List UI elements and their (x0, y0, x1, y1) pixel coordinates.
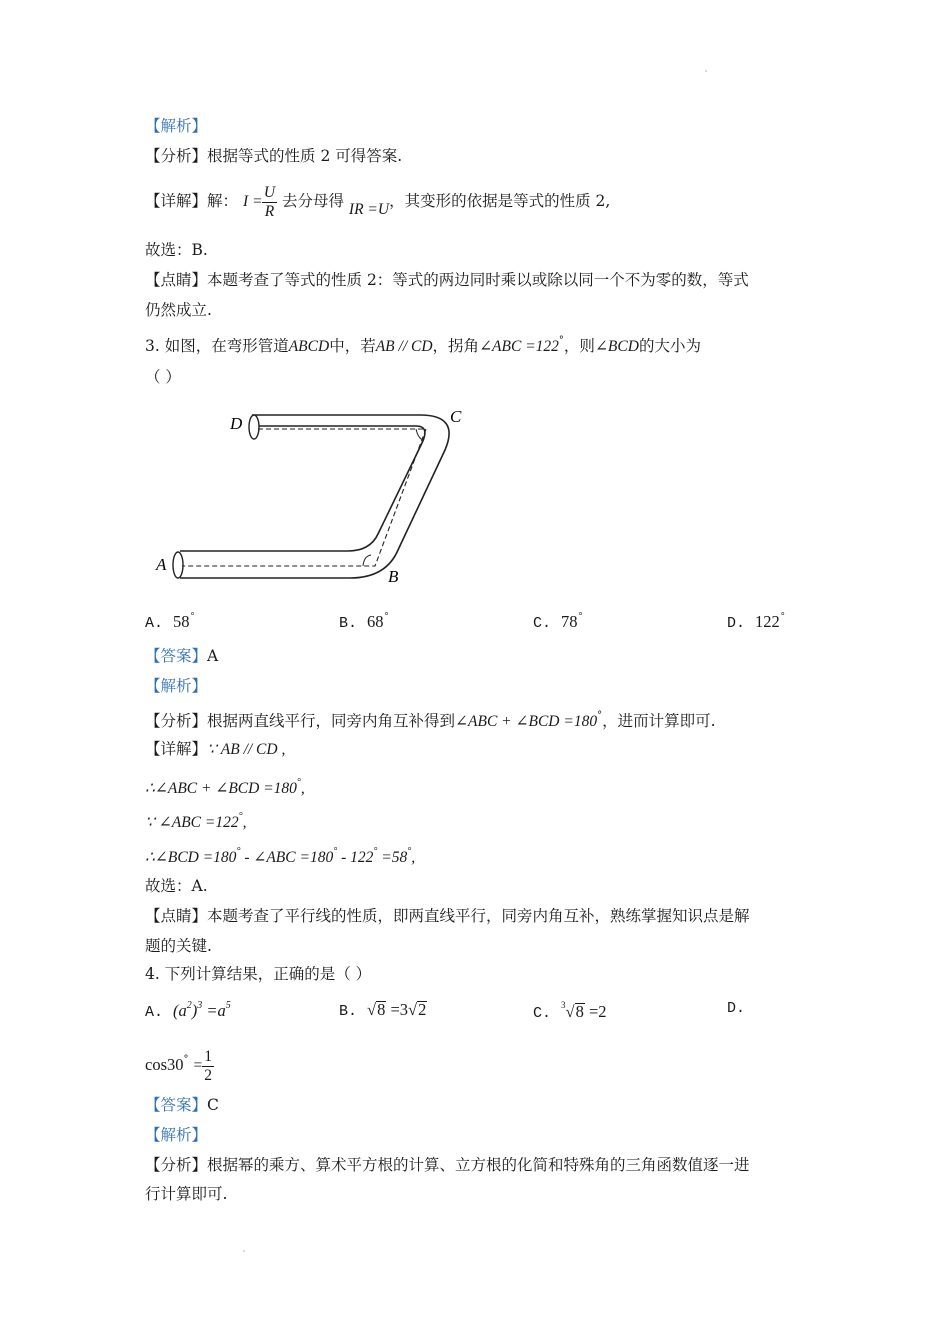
fenxi-line-1 (145, 146, 402, 166)
xj4b: - ∠ABC =180 (240, 849, 334, 866)
q3-bcd: ∠BCD (594, 338, 639, 355)
xiangjie-label: 【详解】 (145, 740, 208, 758)
dianjing-line-1 (145, 270, 749, 290)
guxuan-1: 故选：B. (145, 241, 208, 259)
eq1-left: I (242, 193, 249, 210)
eq1-fraction (262, 184, 277, 221)
label-b: B (388, 567, 399, 586)
d-fraction (202, 1048, 214, 1085)
deg: ° (383, 612, 390, 623)
deg: ° (779, 612, 786, 623)
fenxi-label: 【分析】 (145, 712, 208, 730)
option-a-expr: $(a^2)^3 =a^5$ (173, 1000, 231, 1020)
q3-stem-b: 中，若 (329, 337, 376, 355)
xiangjie-pre: 解： (207, 192, 239, 210)
angle-arc-b (363, 555, 371, 566)
q4-jiexi: 【解析】 (145, 1126, 208, 1144)
dianjing-text: 本题考查了等式的性质 2：等式的两边同时乘以或除以同一个不为零的数，等式 (207, 271, 749, 289)
scan-dot (705, 70, 707, 72)
q3-jiexi: 【解析】 (145, 677, 208, 695)
xj3: ∵ ∠ABC =122 (145, 814, 239, 831)
xj4c: - 122 (337, 849, 374, 866)
q3-stem-e: 的大小为 (638, 337, 701, 355)
q3-angle: ∠ABC =122 (479, 338, 559, 355)
exp-out: 3 (197, 1000, 203, 1011)
q3-option-a (145, 612, 196, 632)
fenxi-text: 根据幂的乘方、算术平方根的计算、立方根的化简和特殊角的三角函数值逐一进 (207, 1156, 750, 1174)
rhs: =a (206, 1001, 226, 1020)
eq1-eq: = (253, 193, 262, 210)
q3-answer (145, 646, 218, 666)
daan-value: A (207, 647, 219, 665)
eq1-numerator: U (263, 183, 276, 201)
pipe-centre-line (182, 429, 426, 566)
deg: ° (373, 846, 378, 857)
q3-dianjing-2: 题的关键. (145, 937, 212, 955)
dianjing-label: 【点睛】 (145, 907, 208, 925)
dianjing-line-1b: 仍然成立. (145, 301, 212, 319)
rhs-exp: 5 (225, 1000, 231, 1011)
q3-option-b (339, 612, 390, 632)
pipe-end-d (249, 415, 259, 439)
option-letter: D. (727, 615, 746, 632)
option-value: 68 (367, 612, 384, 631)
deg: ° (183, 1054, 189, 1065)
dianjing-label: 【点睛】 (145, 271, 208, 289)
option-b-expr: √8 =3√2 (367, 1000, 427, 1019)
q3-stem (145, 331, 701, 357)
dianjing-text: 本题考查了平行线的性质，即两直线平行，同旁内角互补，熟练掌握知识点是解 (207, 907, 750, 925)
xiangjie-label: 【详解】 (145, 192, 208, 210)
daan-value: C (207, 1096, 219, 1114)
q4-option-b (339, 1000, 427, 1020)
xj4d: =58 (377, 849, 408, 866)
base-a: a (178, 1001, 187, 1020)
option-letter: C. (533, 615, 552, 632)
pipe-end-a (173, 552, 183, 578)
denominator: 2 (204, 1066, 212, 1084)
q3-xiangjie-3: ∵ ∠ABC =122°, (145, 811, 247, 831)
daan-label: 【答案】 (145, 1096, 208, 1114)
fenxi-b: ，进而计算即可. (602, 712, 716, 730)
exp-in: 2 (186, 1000, 192, 1011)
cos-lhs: cos30 (145, 1055, 184, 1074)
q3-paren: （ ） (145, 368, 181, 386)
radicand: 8 (377, 1000, 386, 1019)
radicand-2: 2 (418, 1000, 427, 1019)
q3-dianjing (145, 906, 750, 926)
fenxi-a: 根据两直线平行，同旁内角互补得到 (207, 712, 456, 730)
pipe-upper-edge (180, 415, 449, 578)
label-d: D (230, 414, 243, 433)
rhs: =3 (390, 1000, 409, 1019)
jiexi-heading-1: 【解析】 (145, 117, 208, 135)
q3-guxuan: 故选：A. (145, 877, 208, 895)
fenxi-label: 【分析】 (145, 147, 208, 165)
option-value: 122 (755, 612, 780, 631)
q4-option-c (533, 1000, 607, 1022)
deg: ° (577, 612, 584, 623)
eq: = (193, 1057, 203, 1074)
option-value: 78 (561, 612, 578, 631)
deg: ° (238, 811, 243, 822)
fenxi-eq: ∠ABC + ∠BCD =180 (455, 713, 598, 730)
q3-stem-a: 3. 如图，在弯形管道 (145, 337, 289, 355)
q3-stem-c: ，拐角 (432, 337, 480, 355)
pipe-lower-edge (180, 426, 425, 551)
label-c: C (450, 407, 462, 426)
q4-option-d-letter: D. (727, 1000, 746, 1017)
option-letter: B. (339, 615, 358, 632)
deg: ° (333, 846, 338, 857)
q4-fenxi (145, 1155, 750, 1175)
deg: ° (296, 777, 301, 788)
option-value: 58 (173, 612, 190, 631)
fenxi-label: 【分析】 (145, 1156, 208, 1174)
fenxi-text: 根据等式的性质 2 可得答案. (207, 147, 403, 165)
q4-fenxi-2: 行计算即可. (145, 1185, 228, 1203)
q3-option-d (727, 612, 786, 632)
q4-stem: 4. 下列计算结果，正确的是（ ） (145, 965, 372, 983)
daan-label: 【答案】 (145, 647, 208, 665)
rhs: =2 (588, 1002, 607, 1021)
q3-option-c (533, 612, 584, 632)
pipe-figure (150, 400, 490, 590)
xiangjie-line-1 (145, 183, 610, 221)
xj1: ∵ AB // CD , (207, 741, 286, 758)
deg: ° (189, 612, 196, 623)
xj4a: ∴∠BCD =180 (145, 849, 237, 866)
q3-stem-d: ，则 (563, 337, 595, 355)
mid-text: 去分母得 (281, 192, 344, 210)
option-letter: A. (145, 1004, 164, 1021)
root-index: 3 (561, 1000, 566, 1010)
eq1-denominator: R (264, 202, 275, 220)
numerator: 1 (204, 1047, 212, 1065)
option-letter: A. (145, 615, 164, 632)
q3-fenxi (145, 706, 716, 732)
option-c-expr: $^3$√8 =2 (561, 1000, 607, 1021)
q4-option-d-expr (145, 1038, 214, 1088)
q4-answer (145, 1095, 219, 1115)
deg: ° (407, 846, 412, 857)
post-text: ，其变形的依据是等式的性质 2, (389, 192, 611, 210)
q3-xiangjie-1 (145, 739, 285, 760)
radicand: 8 (575, 1002, 584, 1021)
q3-xiangjie-2: ∴∠ABC + ∠BCD =180°, (145, 777, 305, 797)
option-letter: C. (533, 1005, 552, 1022)
q3-xiangjie-4: ∴∠BCD =180° - ∠ABC =180° - 122° =58°, (145, 846, 416, 866)
option-letter: B. (339, 1003, 358, 1020)
deg: ° (236, 846, 241, 857)
q3-abcd: ABCD (288, 338, 330, 355)
deg: ° (558, 335, 564, 346)
xj2: ∴∠ABC + ∠BCD =180 (145, 780, 297, 797)
eq2: IR =U (348, 201, 390, 218)
q4-option-a (145, 1000, 231, 1021)
q3-parallel: AB // CD (375, 338, 433, 355)
deg: ° (597, 710, 603, 721)
label-a: A (156, 555, 167, 574)
scan-dot (243, 1250, 245, 1252)
